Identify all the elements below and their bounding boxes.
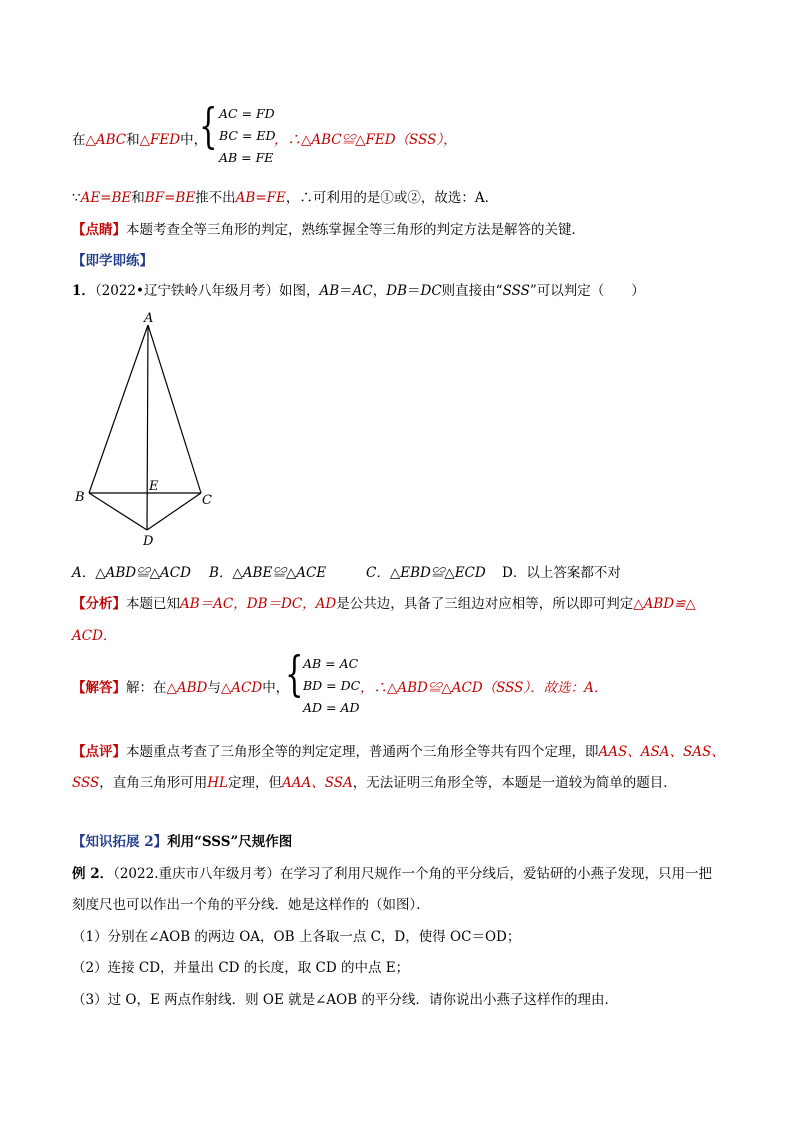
fenxi-text2: 是公共边，具备了三组边对应相等，所以即可判定 [336, 596, 634, 612]
question-1 [72, 279, 645, 299]
dianjing-text: 本题考查全等三角形的判定，熟练掌握全等三角形的判定方法是解答的关键． [126, 222, 585, 238]
triangle-fed: △FED [139, 132, 181, 148]
ex2-step3: （3）过 O，E 两点作射线．则 OE 就是∠AOB 的平分线．请你说出小燕子这样作的理由． [72, 992, 618, 1008]
dianping-text3: 定理，但 [228, 775, 283, 791]
q1-number: 1． [72, 283, 95, 299]
fenxi-line2: ACD． [72, 628, 117, 644]
sys2-line3: AD = AD [303, 700, 360, 715]
sys1-line3: AB = FE [219, 150, 274, 165]
ex2-line1 [72, 862, 712, 882]
q1-dc: DC [420, 283, 442, 299]
dianping-text1: 本题重点考查了三角形全等的判定定理，普通两个三角形全等共有四个定理，即 [126, 744, 599, 760]
ex2-number: 例 2． [72, 866, 114, 882]
edge-bd [89, 493, 147, 530]
jixue-heading: 【即学即练】 [72, 253, 153, 269]
sys1-line2: BC = ED [219, 128, 276, 143]
cond-ae-be: AE=BE [80, 190, 132, 206]
ex2-text1: （2022.重庆市八年级月考）在学习了利用尺规作一个角的平分线后，爱钻研的小燕子发现，只用一把 [113, 866, 712, 882]
jieda-conclusion-text: ，∴△ABD≌△ACD（SSS）．故选：A． [360, 680, 608, 696]
jieda-text2: 与 [207, 680, 221, 696]
text-he: 和 [126, 132, 140, 148]
edge-cd [147, 493, 201, 530]
tuozhan-heading [72, 830, 292, 850]
q1-ac: AC [352, 283, 373, 299]
edge-ac [148, 325, 201, 493]
q1-eq2: ＝ [407, 283, 421, 299]
label-d: D [143, 534, 154, 549]
dianping-line2 [72, 771, 677, 791]
dianping-aaa-ssa: AAA、SSA [282, 775, 353, 791]
text-he2: 和 [131, 190, 145, 206]
ex2-step1: （1）分别在∠AOB 的两边 OA，OB 上各取一点 C，D，使得 OC＝OD； [72, 929, 521, 945]
dianping-text4: ，无法证明三角形全等，本题是一道较为简单的题目． [352, 775, 677, 791]
jieda-text1: 解：在 [126, 680, 167, 696]
text-zai: 在 [72, 132, 86, 148]
q1-ab: AB [319, 283, 340, 299]
text-zhong: 中， [180, 132, 208, 148]
label-b: B [75, 490, 85, 505]
line-because [72, 186, 498, 206]
fenxi-text1: 本题已知 [126, 596, 180, 612]
fenxi-cond: AB＝AC，DB＝DC，AD [180, 596, 337, 612]
jieda-conclusion [360, 676, 607, 696]
sys2-line1: AB = AC [303, 656, 359, 671]
edge-ad [147, 325, 148, 530]
dianping-line1 [72, 740, 725, 760]
cond-ab-fe: AB=FE [235, 190, 286, 206]
brace-1: { [199, 98, 218, 154]
q1-text-b: 则直接由“ [441, 283, 503, 299]
label-c: C [202, 493, 212, 508]
block1-conclusion [274, 128, 457, 148]
q1-text-a: （2022•辽宁铁岭八年级月考）如图， [94, 283, 320, 299]
sys2-line2: BD = DC [303, 678, 361, 693]
jieda-tag: 【解答】 [72, 680, 126, 696]
edge-ab [89, 325, 148, 493]
text-tuibuchu: 推不出 [195, 190, 236, 206]
conclusion-text: ，∴△ABC≌△FED（SSS）， [274, 132, 457, 148]
option-d: D．以上答案都不对 [502, 565, 621, 581]
option-b: B．△ABE≌△ACE [209, 565, 327, 581]
option-a: A．△ABD≌△ACD [72, 565, 191, 581]
brace-2: { [285, 646, 304, 702]
q1-comma: ， [372, 283, 387, 299]
cond-bf-be: BF=BE [144, 190, 196, 206]
label-a: A [144, 311, 154, 326]
label-e: E [149, 479, 159, 494]
q1-eq1: ＝ [339, 283, 353, 299]
fenxi-tag: 【分析】 [72, 596, 126, 612]
dianjing-tag: 【点睛】 [72, 222, 126, 238]
fenxi-line1 [72, 592, 696, 612]
q1-db: DB [386, 283, 407, 299]
dianping-theorems1: AAS、ASA、SAS、 [598, 744, 725, 760]
jieda-text3: 中， [262, 680, 290, 696]
q1-sss: SSS [502, 283, 530, 299]
ex2-line2: 刻度尺也可以作出一个角的平分线．她是这样作的（如图）． [72, 897, 430, 913]
dianping-hl: HL [207, 775, 229, 791]
block1-intro [72, 128, 207, 148]
jieda-intro [72, 676, 289, 696]
text-conclusion2: ，∴可利用的是①或②，故选：A． [285, 190, 499, 206]
jieda-tri-acd: △ACD [220, 680, 263, 696]
because-symbol: ∵ [72, 190, 81, 206]
dianping-sss: SSS [72, 775, 100, 791]
tuozhan-tag: 【知识拓展 2】 [72, 834, 168, 850]
jieda-tri-abd: △ABD [166, 680, 208, 696]
kite-figure [60, 305, 230, 550]
dianping-tag: 【点评】 [72, 744, 126, 760]
dianjing-line [72, 218, 585, 238]
sys1-line1: AC = FD [219, 106, 275, 121]
triangle-abc: △ABC [85, 132, 127, 148]
tuozhan-text: 利用“SSS”尺规作图 [167, 834, 293, 850]
dianping-text2: ，直角三角形可用 [99, 775, 208, 791]
q1-text-c: ”可以判定（ ） [529, 283, 645, 299]
fenxi-congruence: △ABD≌△ [633, 596, 696, 612]
ex2-step2: （2）连接 CD，并量出 CD 的长度，取 CD 的中点 E； [72, 960, 410, 976]
option-c: C．△EBD≌△ECD [366, 565, 486, 581]
